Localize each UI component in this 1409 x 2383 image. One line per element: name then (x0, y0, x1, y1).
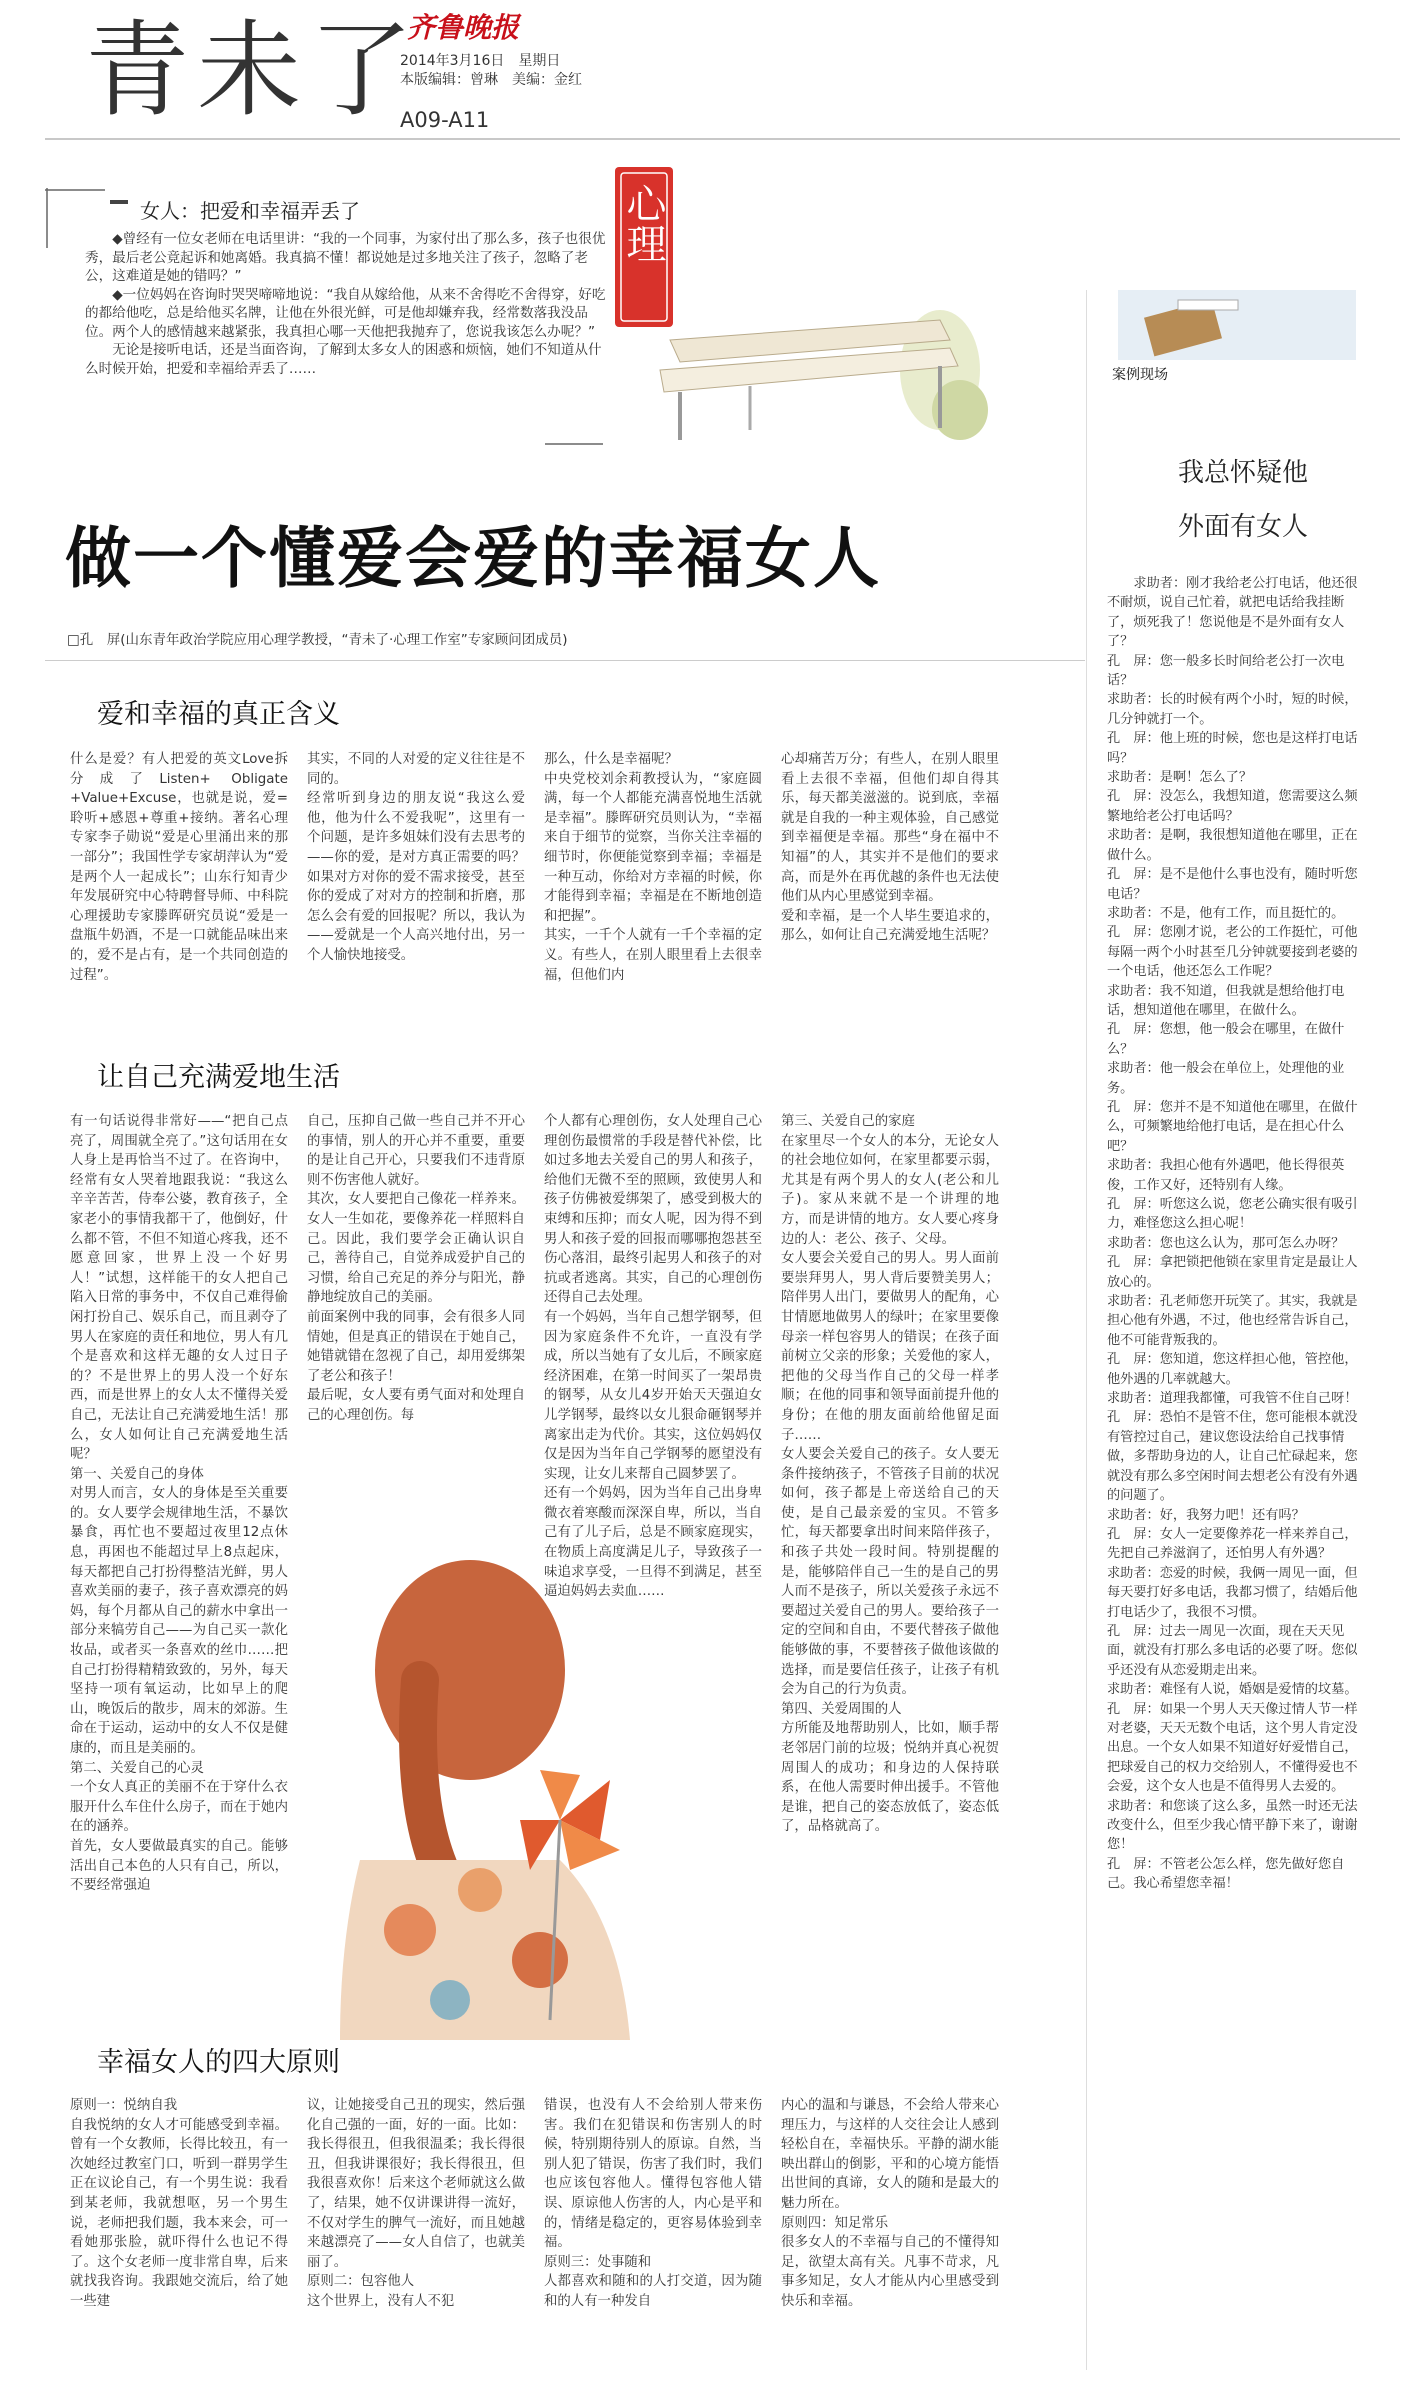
section1-col: 其实，不同的人对爱的定义往往是不同的。 经常听到身边的朋友说“我这么爱他，他为什么不爱我呢”，这里有一个问题，是许多姐妹们没有去思考的——你的爱，是对方真正需要的吗？如果对方对你的爱不需求接受，甚至你的爱成了对对方的控制和折磨，那怎么会有爱的回报呢？所以，我认为——爱就是一个人高兴地付出，另一个人愉快地接受。 (307, 752, 525, 963)
case-label: 案例现场 (1112, 367, 1168, 383)
bench-illustration (640, 300, 990, 450)
intro-para: ◆曾经有一位女老师在电话里讲：“我的一个同事，为家付出了那么多，孩子也很优秀，最后老公竟起诉和她离婚。我真搞不懂！都说她是过多地关注了孩子，忽略了老公，这难道是她的错吗？” (85, 231, 606, 284)
masthead-rule (45, 138, 1400, 140)
intro-title-bar (110, 200, 128, 204)
page-range: A09-A11 (400, 108, 490, 132)
section3-col: 原则一：悦纳自我 自我悦纳的女人才可能感受到幸福。曾有一个女教师，长得比较丑，有一次她经过教室门口，听到一群男学生正在议论自己，有一个男生说：我看到某老师，我就想呕，另一个男生说，老师把我们题，我本来会，可一看她那张脸，就吓得什么也记不得了。这个女老师一度非常自卑，后来就找我咨询。我跟她交流后，给了她一些建 (70, 2098, 288, 2309)
section1-col: 心却痛苦万分；有些人，在别人眼里看上去很不幸福，但他们却自得其乐，每天都美滋滋的。说到底，幸福就是自我的一种主观体验，自己感觉到幸福便是幸福。那些“身在福中不知福”的人，其实并不是他们的要求高，而是外在再优越的条件也无法使他们从内心里感觉到幸福。 爱和幸福，是一个人毕生要追求的，那么，如何让自己充满爱地生活呢？ (781, 752, 999, 944)
section1-col: 那么，什么是幸福呢？ 中央党校刘余莉教授认为，“家庭圆满，每一个人都能充满喜悦地生活就是幸福”。滕晖研究员则认为，“幸福来自于细节的觉察，当你关注幸福的细节时，你便能觉察到幸福；幸福是一种互动，你给对方幸福的时候，你才能得到幸福；幸福是在不断地创造和把握”。 其实，一千个人就有一千个幸福的定义。有些人，在别人眼里看上去很幸福，但他们内 (544, 752, 762, 983)
editors-line: 本版编辑：曾琳 美编：金红 (400, 72, 582, 88)
section-title: 青未了 (85, 9, 422, 131)
intro-para: 无论是接听电话，还是当面咨询，了解到太多女人的困惑和烦恼，她们不知道从什么时候开始，把爱和幸福给弄丢了…… (85, 342, 602, 377)
girl-pinwheel-illustration (300, 1560, 680, 2040)
byline: □孔 屏(山东青年政治学院应用心理学教授，“青未了·心理工作室”专家顾问团成员) (67, 632, 568, 648)
intro-text (85, 230, 615, 378)
section3-col: 议，让她接受自己丑的现实，然后强化自己强的一面，好的一面。比如：我长得很丑，但我很温柔；我长得很丑，但我讲课很好；我长得很丑，但我很喜欢你！后来这个老师就这么做了，结果，她不仅讲课讲得一流好，不仅对学生的脾气一流好，而且她越来越漂亮了——女人自信了，也就美丽了。 原则二：包容他人 这个世界上，没有人不犯 (307, 2098, 525, 2309)
issue-date: 2014年3月16日 星期日 (400, 53, 561, 69)
paper-name-logo: 齐鲁晚报 (407, 11, 520, 44)
sidebar-dialogue: 求助者：刚才我给老公打电话，他还很不耐烦，说自己忙着，就把电话给我挂断了，烦死我了！您说他是不是外面有女人了？ 孔 屏：您一般多长时间给老公打一次电话？ 求助者：长的时候有两个小时，短的时候，几分钟就打一个。 孔 屏：他上班的时候，您也是这样打电话吗？ 求助者：是啊！怎么了？ 孔 屏：没怎么，我想知道，您需要这么频繁地给老公打电话吗？ 求助者：是啊，我很想知道他在哪里，正在做什么。 孔 屏：是不是他什么事也没有，随时听您电话？ 求助者：不是，他有工作，而且挺忙的。 孔 屏：您刚才说，老公的工作挺忙，可他每隔一两个小时甚至几分钟就要接到老婆的一个电话，他还怎么工作呢？ 求助者：我不知道，但我就是想给他打电话，想知道他在哪里，在做什么。 孔 屏：您想，他一般会在哪里，在做什么？ 求助者：他一般会在单位上，处理他的业务。 孔 屏：您并不是不知道他在哪里，在做什么，可频繁地给他打电话，是在担心什么吧？ 求助者：我担心他有外遇吧，他长得很英俊，工作又好，还特别有人缘。 孔 屏：听您这么说，您老公确实很有吸引力，难怪您这么担心呢！ 求助者：您也这么认为，那可怎么办呀？ 孔 屏：拿把锁把他锁在家里肯定是最让人放心的。 求助者：孔老师您开玩笑了。其实，我就是担心他有外遇，不过，他也经常告诉自己，他不可能背叛我的。 孔 屏：您知道，您这样担心他，管控他，他外遇的几率就越大。 求助者：道理我都懂，可我管不住自己呀！ 孔 屏：恐怕不是管不住，您可能根本就没有管控过自己，建议您设法给自己找事情做，多帮助身边的人，让自己忙碌起来，您就没有那么多空闲时间去想老公有没有外遇的问题了。 求助者：好，我努力吧！还有吗？ 孔 屏：女人一定要像养花一样来养自己，先把自己养滋润了，还怕男人有外遇？ 求助者：恋爱的时候，我俩一周见一面，但每天要打好多电话，我都习惯了，结婚后他打电话少了，我很不习惯。 孔 屏：过去一周见一次面，现在天天见面，就没有打那么多电话的必要了呀。您似乎还没有从恋爱期走出来。 求助者：难怪有人说，婚姻是爱情的坟墓。 孔 屏：如果一个男人天天像过情人节一样对老婆，天天无数个电话，这个男人肯定没出息。一个女人如果不知道好好爱惜自己，把球爱自己的权力交给别人，不懂得爱也不会爱，这个女人也是不值得男人去爱的。 求助者：和您谈了这么多，虽然一时还无法改变什么，但至少我心情平静下来了，谢谢您！ 孔 屏：不管老公怎么样，您先做好您自己。我心希望您幸福！ (1107, 576, 1358, 1892)
section-title-love-happiness: 爱和幸福的真正含义 (97, 699, 340, 730)
psychology-badge-label: 心理 (620, 183, 666, 263)
section2-col: 个人都有心理创伤，女人处理自己心理创伤最惯常的手段是替代补偿，比如过多地去关爱自己的男人和孩子，给他们无微不至的照顾，致使男人和孩子仿佛被爱绑架了，感受到极大的束缚和压抑；而女人呢，因为得不到男人和孩子爱的回报而哪哪抱怨甚至伤心落泪，最终引起男人和孩子的对抗或者逃离。其实，自己的心理创伤还得自己去处理。 有一个妈妈，当年自己想学钢琴，但因为家庭条件不允许，一直没有学成，所以当她有了女儿后，不顾家庭经济困难，在第一时间买了一架昂贵的钢琴，从女儿4岁开始天天强迫女儿学钢琴，最终以女儿狠命砸钢琴并离家出走为代价。其实，这位妈妈仅仅是因为当年自己学钢琴的愿望没有实现，让女儿来帮自己圆梦罢了。 还有一个妈妈，因为当年自己出身卑微衣着寒酸而深深自卑，所以，当自己有了儿子后，总是不顾家庭现实，在物质上高度满足儿子，导致孩子一味追求享受，一旦得不到满足，甚至逼迫妈妈去卖血…… (544, 1114, 762, 1600)
intro-title: 女人：把爱和幸福弄丢了 (140, 199, 360, 223)
section2-col: 有一句话说得非常好——“把自己点亮了，周围就全亮了。”这句话用在女人身上是再恰当不过了。在咨询中，经常有女人哭着地跟我说：“我这么辛辛苦苦，侍奉公婆，教育孩子，全家老小的事情我都干了，他倒好，什么都不管，不但不知道心疼我，还不愿意回家，世界上没一个好男人！”试想，这样能干的女人把自己陷入日常的事务中，不仅自己难得偷闲打扮自己、娱乐自己，而且剥夺了男人在家庭的责任和地位，男人有几个是喜欢和这样无趣的女人过日子的？不是世界上的男人没一个好东西，而是世界上的女人太不懂得关爱自己，无法让自己充满爱地生活！那么，女人如何让自己充满爱地生活呢？ 第一、关爱自己的身体 对男人而言，女人的身体是至关重要的。女人要学会规律地生活，不暴饮暴食，再忙也不要超过夜里12点休息，再困也不能超过早上8点起床，每天都把自己打扮得整洁光鲜，男人喜欢美丽的妻子，孩子喜欢漂亮的妈妈，每个月都从自己的薪水中拿出一部分来犒劳自己——为自己买一款化妆品，或者买一条喜欢的丝巾……把自己打扮得精精致致的，另外，每天坚持一项有氧运动，比如早上的爬山，晚饭后的散步，周末的郊游。生命在于运动，运动中的女人不仅是健康的，而且是美丽的。 第二、关爱自己的心灵 一个女人真正的美丽不在于穿什么衣服开什么车住什么房子，而在于她内在的涵养。 首先，女人要做最真实的自己。能够活出自己本色的人只有自己，所以，不要经常强迫 (70, 1114, 288, 1894)
sidebar-title-line: 我总怀疑他 (1177, 458, 1308, 488)
section3-col: 内心的温和与谦恳，不会给人带来心理压力，与这样的人交往会让人感到轻松自在，幸福快乐。平静的湖水能映出群山的倒影，平和的心境方能悟出世间的真谛，女人的随和是最大的魅力所在。 原则四：知足常乐 很多女人的不幸福与自己的不懂得知足，欲望太高有关。凡事不苛求，凡事多知足，女人才能从内心里感受到快乐和幸福。 (781, 2098, 999, 2309)
intro-para: ◆一位妈妈在咨询时哭哭啼啼地说：“我自从嫁给他，从来不舍得吃不舍得穿，好吃的都给他吃，总是给他买名牌，让他在外很光鲜，可是他却嫌弃我，经常数落我没品位。两个人的感情越来越紧张，我真担心哪一天他把我抛弃了，您说我该怎么办呢？” (85, 286, 606, 340)
section3-col: 错误，也没有人不会给别人带来伤害。我们在犯错误和伤害别人的时候，特别期待别人的原谅。自然，当别人犯了错误，伤害了我们时，我们也应该包容他人。懂得包容他人错误、原谅他人伤害的人，内心是平和的，情绪是稳定的，更容易体验到幸福。 原则三：处事随和 人都喜欢和随和的人打交道，因为随和的人有一种发自 (544, 2098, 762, 2309)
sidebar-title-line: 外面有女人 (1177, 512, 1308, 542)
headline-rule (45, 660, 1085, 661)
section2-col: 第三、关爱自己的家庭 在家里尽一个女人的本分，无论女人的社会地位如何，在家里都要示弱，尤其是有两个男人的女人(老公和儿子)。家从来就不是一个讲理的地方，而是讲情的地方。女人要心疼身边的人：老公、孩子、父母。 女人要会关爱自己的男人。男人面前要崇拜男人，男人背后要赞美男人；陪伴男人出门，要做男人的配角，心甘情愿地做男人的绿叶；在家里要像母亲一样包容男人的错误；在孩子面前树立父亲的形象；关爱他的家人，把他的父母当作自己的父母一样孝顺；在他的同事和领导面前提升他的身份；在他的朋友面前给他留足面子…… 女人要会关爱自己的孩子。女人要无条件接纳孩子，不管孩子目前的状况如何，孩子都是上帝送给自己的天使，是自己最亲爱的宝贝。不管多忙，每天都要拿出时间来陪伴孩子，和孩子共处一段时间。特别提醒的是，能够陪伴自己一生的是自己的男人而不是孩子，所以关爱孩子永远不要超过关爱自己的男人。要给孩子一定的空间和自由，不要代替孩子做他能够做的事，不要替孩子做他该做的选择，而是要信任孩子，让孩子有机会为自己的行为负责。 第四、关爱周围的人 方所能及地帮助别人，比如，顺手帮老邻居门前的垃圾；悦纳并真心祝贺周围人的成功；和身边的人保持联系，在他人需要时伸出援手。不管他是谁，把自己的姿态放低了，姿态低了，品格就高了。 (781, 1114, 999, 1835)
case-header-image (1118, 290, 1356, 360)
main-headline: 做一个懂爱会爱的幸福女人 (65, 520, 881, 597)
section2-col: 自己，压抑自己做一些自己并不开心的事情，别人的开心并不重要，重要的是让自己开心，只要我们不违背原则不伤害他人就好。 其次，女人要把自己像花一样养来。女人一生如花，要像养花一样照料自己。因此，我们要学会正确认识自己，善待自己，自觉养成爱护自己的习惯，给自己充足的养分与阳光，静静地绽放自己的美丽。 前面案例中我的同事，会有很多人同情她，但是真正的错误在于她自己，她错就错在忽视了自己，却用爱绑架了老公和孩子！ 最后呢，女人要有勇气面对和处理自己的心理创伤。每 (307, 1114, 525, 1423)
section1-col: 什么是爱？有人把爱的英文Love拆分成了Listen+ Obligate +Value+Excuse，也就是说，爱=聆听+感恩+尊重+接纳。著名心理专家李子勋说“爱是心里涌出来的那一部分”；我国性学专家胡萍认为“爱是两个人一起成长”；山东行知青少年发展研究中心特聘督导师、中科院心理援助专家滕晖研究员说“爱是一盘瓶牛奶酒，不是一口就能品味出来的，爱不是占有，是一个共同创造的过程”。 (70, 752, 288, 983)
section-title-live-with-love: 让自己充满爱地生活 (97, 1062, 340, 1093)
section-title-four-principles: 幸福女人的四大原则 (97, 2047, 340, 2078)
